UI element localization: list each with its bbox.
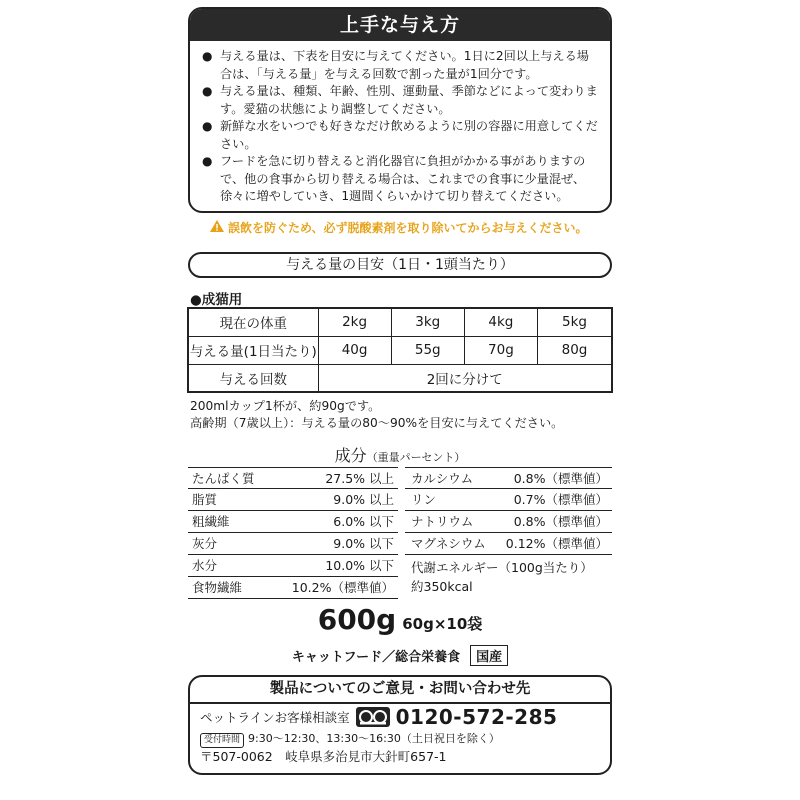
warning-notice [210, 219, 600, 236]
feeding-title: 上手な与え方 [190, 9, 610, 41]
nutrient-name: 食物繊維 [192, 580, 243, 595]
contact-title: 製品についてのご意見・お問い合わせ先 [190, 677, 610, 704]
composition-row [188, 577, 398, 599]
nutrient-name: 粗繊維 [192, 514, 230, 529]
nutrient-value: 27.5% 以上 [325, 471, 394, 486]
table-row [188, 336, 612, 364]
composition-right-table [405, 467, 612, 596]
warning-text: 誤飲を防ぐため、必ず脱酸素剤を取り除いてからお与えください。 [228, 221, 588, 235]
feeding-item: ● 与える量は、下表を目安に与えてください。1日に2回以上与える場合は、「与える量」を与える回数で割った量が1回分です。 [202, 48, 600, 83]
net-weight-total: 600g [317, 603, 397, 636]
nutrient-value: 9.0% 以上 [333, 492, 394, 507]
hours-text: 9:30～12:30、13:30～16:30（土日祝日を除く） [248, 732, 500, 745]
composition-heading: 成分 [334, 446, 367, 465]
table-row [188, 308, 612, 336]
composition-row [188, 489, 398, 511]
composition-row [188, 533, 398, 555]
nutrient-value: 0.7%（標準値） [513, 492, 608, 507]
origin-badge: 国産 [470, 645, 508, 666]
table-cell: 40g [318, 336, 391, 364]
table-row [188, 364, 612, 392]
table-cell: 5kg [537, 308, 612, 336]
feeding-guide-title: 与える量の目安（1日・1頭当たり） [188, 252, 612, 278]
warning-icon [210, 220, 224, 235]
senior-note: 高齢期（7歳以上）：与える量の80～90%を目安に与えてください。 [190, 416, 564, 430]
table-cell: 55g [391, 336, 464, 364]
nutrient-value: 10.2%（標準値） [291, 580, 394, 595]
feeding-item: ● フードを急に切り替えると消化器官に負担がかかる事がありますので、他の食事から切り替える場合は、これまでの食事に少量混ぜ、徐々に増やしていき、1週間くらいかけて切り替えてください。 [202, 153, 600, 206]
composition-row [188, 555, 398, 577]
nutrient-name: 灰分 [192, 536, 218, 551]
composition-row [188, 467, 398, 489]
nutrient-value: 0.8%（標準値） [513, 471, 608, 486]
nutrient-value: 6.0% 以下 [333, 514, 394, 529]
energy-value: 約350kcal [411, 579, 473, 594]
feeding-instructions-box [188, 7, 612, 213]
table-header-cell: 与える回数 [188, 364, 318, 392]
nutrient-name: リン [411, 492, 437, 507]
table-header-cell: 与える量(1日当たり) [188, 336, 318, 364]
contact-phone-line [190, 704, 610, 730]
composition-row [405, 489, 612, 511]
energy-label: 代謝エネルギー（100g当たり） [411, 560, 593, 575]
nutrient-name: 脂質 [192, 492, 218, 507]
table-cell: 80g [537, 336, 612, 364]
nutrient-name: たんぱく質 [192, 471, 255, 486]
nutrient-name: マグネシウム [411, 536, 486, 551]
feeding-list [190, 41, 610, 206]
feeding-item: ● 与える量は、種類、年齢、性別、運動量、季節などによって変わります。愛猫の状態により調整してください。 [202, 83, 600, 118]
contact-box [188, 675, 612, 775]
phone-number[interactable]: 0120-572-285 [395, 705, 558, 729]
table-cell: 3kg [391, 308, 464, 336]
composition-row [188, 511, 398, 533]
composition-subtitle: （重量パーセント） [366, 451, 466, 464]
feeding-item: ● 新鮮な水をいつでも好きなだけ飲めるように別の容器に用意してください。 [202, 118, 600, 153]
net-weight [0, 603, 800, 636]
table-header-cell: 現在の体重 [188, 308, 318, 336]
net-weight-breakdown: 60g×10袋 [402, 615, 483, 633]
freedial-icon [356, 707, 390, 727]
contact-hours-line [190, 730, 610, 747]
nutrient-value: 0.12%（標準値） [505, 536, 608, 551]
composition-left-table [188, 467, 398, 599]
energy-block [405, 558, 612, 596]
product-category [0, 645, 800, 666]
table-cell: 70g [464, 336, 537, 364]
composition-row [405, 533, 612, 555]
table-cell: 4kg [464, 308, 537, 336]
nutrient-name: カルシウム [411, 471, 474, 486]
feeding-amount-table [187, 307, 613, 393]
composition-row [405, 467, 612, 489]
hours-label: 受付時間 [200, 733, 244, 748]
composition-title [0, 443, 800, 466]
table-cell: 2kg [318, 308, 391, 336]
contact-address: 〒507-0062 岐阜県多治見市大針町657-1 [200, 749, 447, 764]
nutrient-name: 水分 [192, 558, 218, 573]
category-text: キャットフード／総合栄養食 [291, 650, 461, 665]
cup-note: 200mlカップ1杯が、約90gです。 [190, 399, 381, 413]
contact-department: ペットラインお客様相談室 [200, 710, 350, 725]
composition-row [405, 511, 612, 533]
nutrient-value: 0.8%（標準値） [513, 514, 608, 529]
nutrient-value: 9.0% 以下 [333, 536, 394, 551]
nutrient-value: 10.0% 以下 [325, 558, 394, 573]
table-cell: 2回に分けて [318, 364, 612, 392]
adult-cat-label: ●成猫用 [190, 292, 243, 308]
nutrient-name: ナトリウム [411, 514, 474, 529]
